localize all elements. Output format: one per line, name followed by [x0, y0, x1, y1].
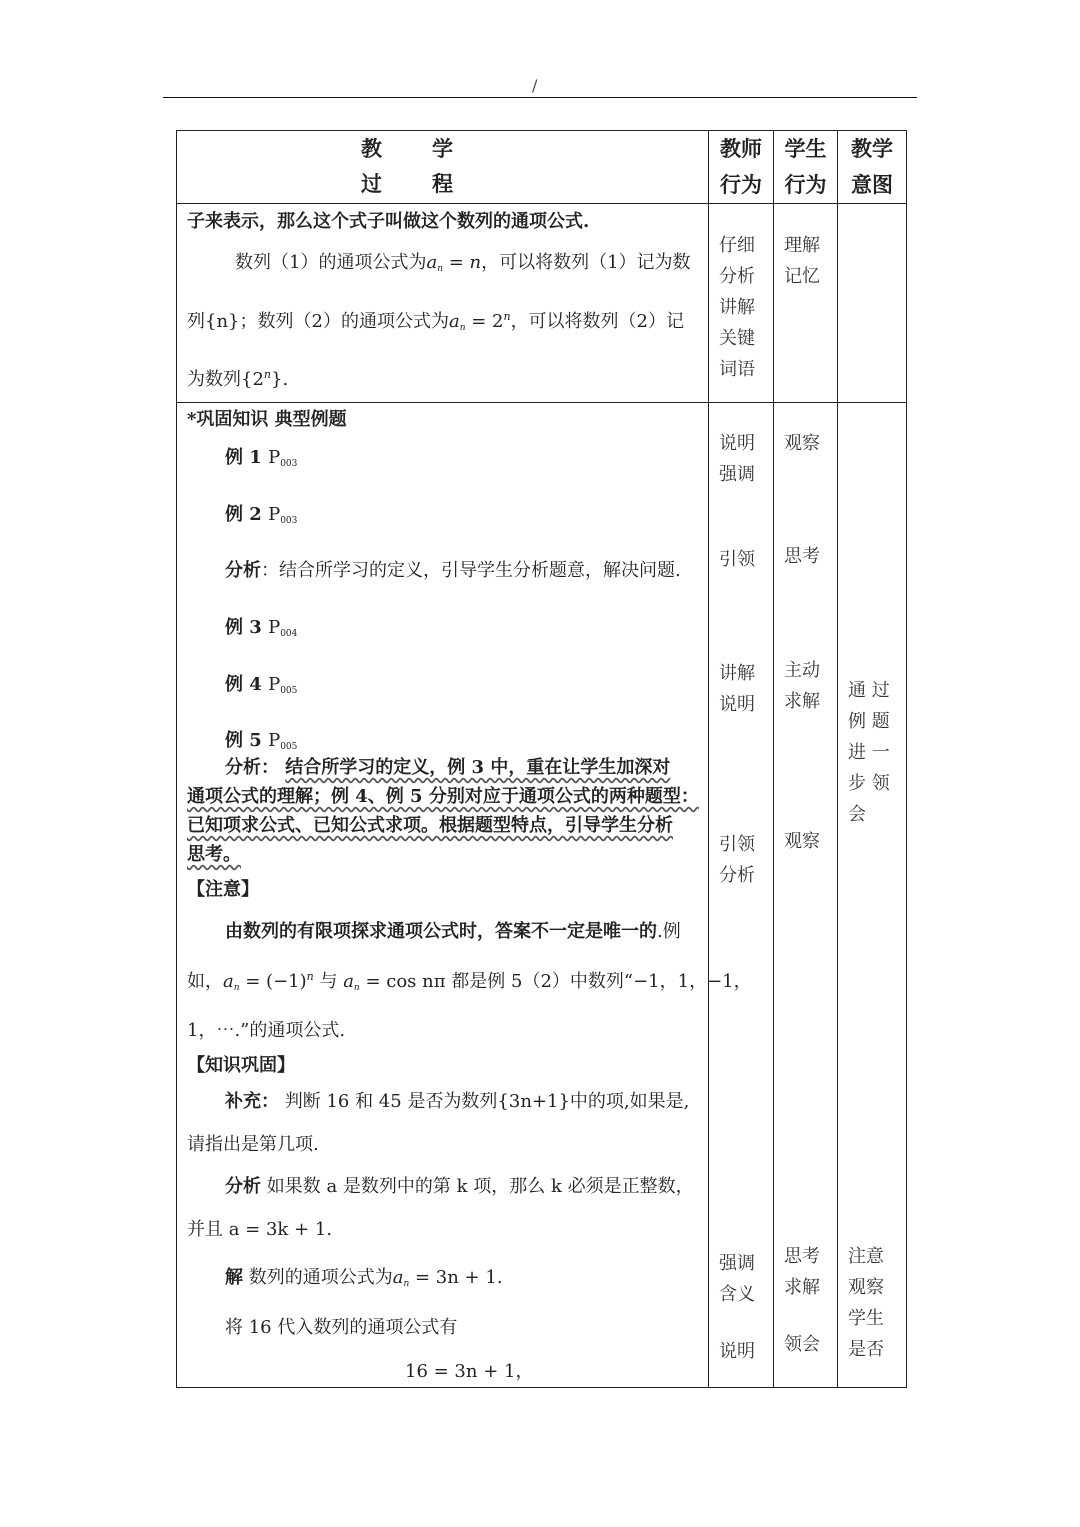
analysis-text: 如果数 a 是数列中的第 k 项，那么 k 必须是正整数，: [261, 1176, 694, 1197]
note-line-3: 1，⋯.”的通项公式.: [187, 1020, 346, 1041]
teacher-action-group: [719, 658, 755, 720]
example-label: 例 4: [225, 674, 262, 695]
text-span: 都是例 5（2）中数列“−1，1，−1，: [445, 971, 752, 992]
student-action-item: 观察: [784, 433, 820, 454]
page-ref: P: [268, 674, 281, 695]
text-span: ，可以将数列（1）记为数: [481, 252, 691, 273]
teacher-action-group: [719, 1248, 755, 1310]
math-sup: n: [306, 970, 314, 983]
lesson-table: [176, 130, 907, 1388]
student-action-group: [784, 1241, 820, 1303]
text-span: 数列的通项公式为: [243, 1267, 393, 1288]
teacher-action-item: 强调: [719, 464, 755, 485]
example-label: 例 5: [225, 730, 262, 751]
page-num: 005: [280, 686, 298, 696]
note-title: 【注意】: [187, 879, 259, 900]
header-teacher: [709, 131, 774, 204]
teacher-action-item: 说明: [719, 433, 755, 454]
teacher-action-definition: [709, 204, 774, 403]
analysis-1: [225, 556, 681, 582]
math-a: a: [223, 971, 234, 992]
header-intent-line1: 教学: [851, 136, 893, 161]
teacher-action-item: 引领: [719, 834, 755, 855]
student-action-item: 主动: [784, 660, 820, 681]
consolidate-title: 【知识巩固】: [187, 1055, 295, 1076]
math-a: a: [426, 252, 438, 273]
supplement-label: 补充：: [225, 1091, 279, 1112]
text-span: }.: [271, 369, 289, 390]
intent-line: 步 领: [848, 773, 890, 794]
student-action-item: 领会: [784, 1334, 820, 1355]
teacher-action-item: 说明: [719, 1341, 755, 1362]
student-action-definition: [774, 204, 838, 403]
solution-label: 解: [225, 1267, 243, 1288]
student-action-item: 理解: [784, 235, 820, 256]
student-action-group: [784, 655, 820, 717]
page-num: 004: [280, 629, 298, 639]
text-span: 与: [313, 971, 344, 992]
text-span: 列{n}；数列（2）的通项公式为: [187, 311, 449, 332]
math-expr: = n: [442, 252, 482, 273]
analysis-2-line-2: 通项公式的理解；例 4、例 5 分别对应于通项公式的两种题型：: [187, 786, 699, 807]
supplement-line-1: [225, 1087, 689, 1113]
intent-line: 学生: [848, 1308, 884, 1329]
math-a: a: [343, 971, 354, 992]
note-bold-text: 由数列的有限项探求通项公式时，答案不一定是唯一的: [225, 921, 657, 942]
math-sub: n: [437, 264, 443, 274]
math-expr: = (−1): [239, 971, 307, 992]
intent-line: 观察: [848, 1277, 884, 1298]
intent-line: 是否: [848, 1339, 884, 1360]
page-num: 003: [280, 459, 298, 469]
intent-group: [848, 1241, 884, 1365]
intent-line: 进 一: [848, 742, 890, 763]
math-expr: = 2: [465, 311, 504, 332]
student-action-item: 记忆: [784, 266, 820, 287]
header-teacher-line1: 教师: [720, 136, 762, 161]
math-a: a: [392, 1267, 404, 1288]
page-ref: P: [268, 504, 281, 525]
example-label: 例 3: [225, 617, 262, 638]
analysis-3-line-2: 并且 a = 3k + 1.: [187, 1219, 333, 1240]
definition-line-3: [187, 307, 684, 333]
analysis-text: ：结合所学习的定义，引导学生分析题意，解决问题.: [261, 560, 681, 581]
header-process: [177, 131, 709, 204]
math-sub: n: [353, 983, 360, 993]
example-3: [225, 613, 297, 639]
header-student: [774, 131, 838, 204]
teacher-action-item: 词语: [719, 359, 755, 380]
intent-group: [848, 675, 890, 830]
page-header-mark: /: [532, 76, 538, 95]
student-action-item: 求解: [784, 1277, 820, 1298]
page-ref: P: [268, 730, 281, 751]
table-row-definition: [177, 204, 907, 403]
example-label: 例 1: [225, 447, 262, 468]
intent-line: 例 题: [848, 711, 890, 732]
table-row-examples: [177, 403, 907, 1388]
analysis-2-line-4: 思考。: [187, 844, 241, 865]
text-span: 如，: [187, 971, 223, 992]
student-action-item: 观察: [784, 831, 820, 852]
student-action-item: 求解: [784, 691, 820, 712]
teacher-action-group: [719, 428, 755, 490]
teacher-action-examples: [709, 403, 774, 1388]
header-student-line2: 行为: [784, 172, 827, 197]
analysis-2-line-1: [225, 753, 670, 779]
teacher-action-item: 引领: [719, 549, 755, 570]
table-header-row: [177, 131, 907, 204]
note-line-2: [187, 967, 752, 993]
teacher-action-stack: [719, 230, 755, 385]
math-expr: = cos nπ: [359, 971, 446, 992]
page-num: 003: [280, 516, 298, 526]
substitute-line: 将 16 代入数列的通项公式有: [225, 1317, 458, 1338]
math-sup: n: [503, 310, 511, 323]
example-1: [225, 443, 297, 469]
page-ref: P: [268, 617, 281, 638]
math-sub: n: [459, 323, 466, 333]
analysis-label: 分析：: [225, 757, 279, 778]
teacher-action-item: 含义: [719, 1284, 755, 1305]
analysis-2-line-3: 已知项求公式、已知公式求项。根据题型特点，引导学生分析: [187, 815, 673, 836]
example-2: [225, 500, 297, 526]
page-num: 005: [280, 742, 298, 752]
note-line-1: [225, 917, 681, 943]
intent-line: 注意: [848, 1246, 884, 1267]
header-process-line1: 教学: [361, 136, 503, 161]
teacher-action-item: 说明: [719, 694, 755, 715]
supplement-text: 判断 16 和 45 是否为数列{3n+1}中的项,如果是,: [284, 1091, 690, 1112]
text-span: 数列（1）的通项公式为: [235, 252, 427, 273]
text-span: 为数列{2: [187, 369, 264, 390]
math-sub: n: [233, 983, 240, 993]
definition-cell: [177, 204, 709, 403]
student-action-item: 思考: [784, 546, 820, 567]
analysis-label: 分析: [225, 560, 261, 581]
header-rule: [163, 97, 917, 98]
equation-line: 16 = 3n + 1，: [405, 1361, 534, 1382]
solution-line: [225, 1263, 503, 1289]
example-5: [225, 726, 297, 752]
teacher-action-group: [719, 829, 755, 891]
intent-line: 通 过: [848, 680, 890, 701]
math-sup: n: [263, 368, 271, 381]
analysis-3-line-1: [225, 1172, 694, 1198]
teacher-action-item: 分析: [719, 865, 755, 886]
header-intent: [838, 131, 907, 204]
intent-definition: [838, 204, 907, 403]
example-label: 例 2: [225, 504, 262, 525]
definition-line-4: [187, 365, 288, 391]
text-span: ，可以将数列（2）记: [510, 311, 685, 332]
header-teacher-line2: 行为: [720, 172, 762, 197]
definition-line-2: [235, 248, 691, 274]
teacher-action-item: 仔细: [719, 235, 755, 256]
teacher-action-item: 讲解: [719, 297, 755, 318]
header-student-line1: 学生: [784, 136, 827, 161]
math-a: a: [448, 311, 460, 332]
note-text: .例: [657, 921, 681, 942]
teacher-action-item: 强调: [719, 1253, 755, 1274]
examples-title: *巩固知识 典型例题: [187, 409, 347, 430]
teacher-action-item: 讲解: [719, 663, 755, 684]
student-action-examples: [774, 403, 838, 1388]
student-action-item: 思考: [784, 1246, 820, 1267]
teacher-action-item: 关键: [719, 328, 755, 349]
header-intent-line2: 意图: [851, 172, 893, 197]
analysis-text: 结合所学习的定义，例 3 中，重在让学生加深对: [285, 757, 671, 778]
math-sub: n: [403, 1279, 410, 1289]
page-ref: P: [268, 447, 281, 468]
example-4: [225, 670, 297, 696]
definition-line-1: 子来表示，那么这个式子叫做这个数列的通项公式.: [187, 211, 590, 232]
header-process-line2: 过程: [361, 171, 503, 196]
intent-line: 会: [848, 804, 866, 825]
teacher-action-item: 分析: [719, 266, 755, 287]
math-expr: = 3n + 1.: [409, 1267, 503, 1288]
analysis-label: 分析: [225, 1176, 261, 1197]
student-action-stack: [784, 230, 820, 292]
supplement-line-2: 请指出是第几项.: [187, 1134, 319, 1155]
intent-examples: [838, 403, 907, 1388]
